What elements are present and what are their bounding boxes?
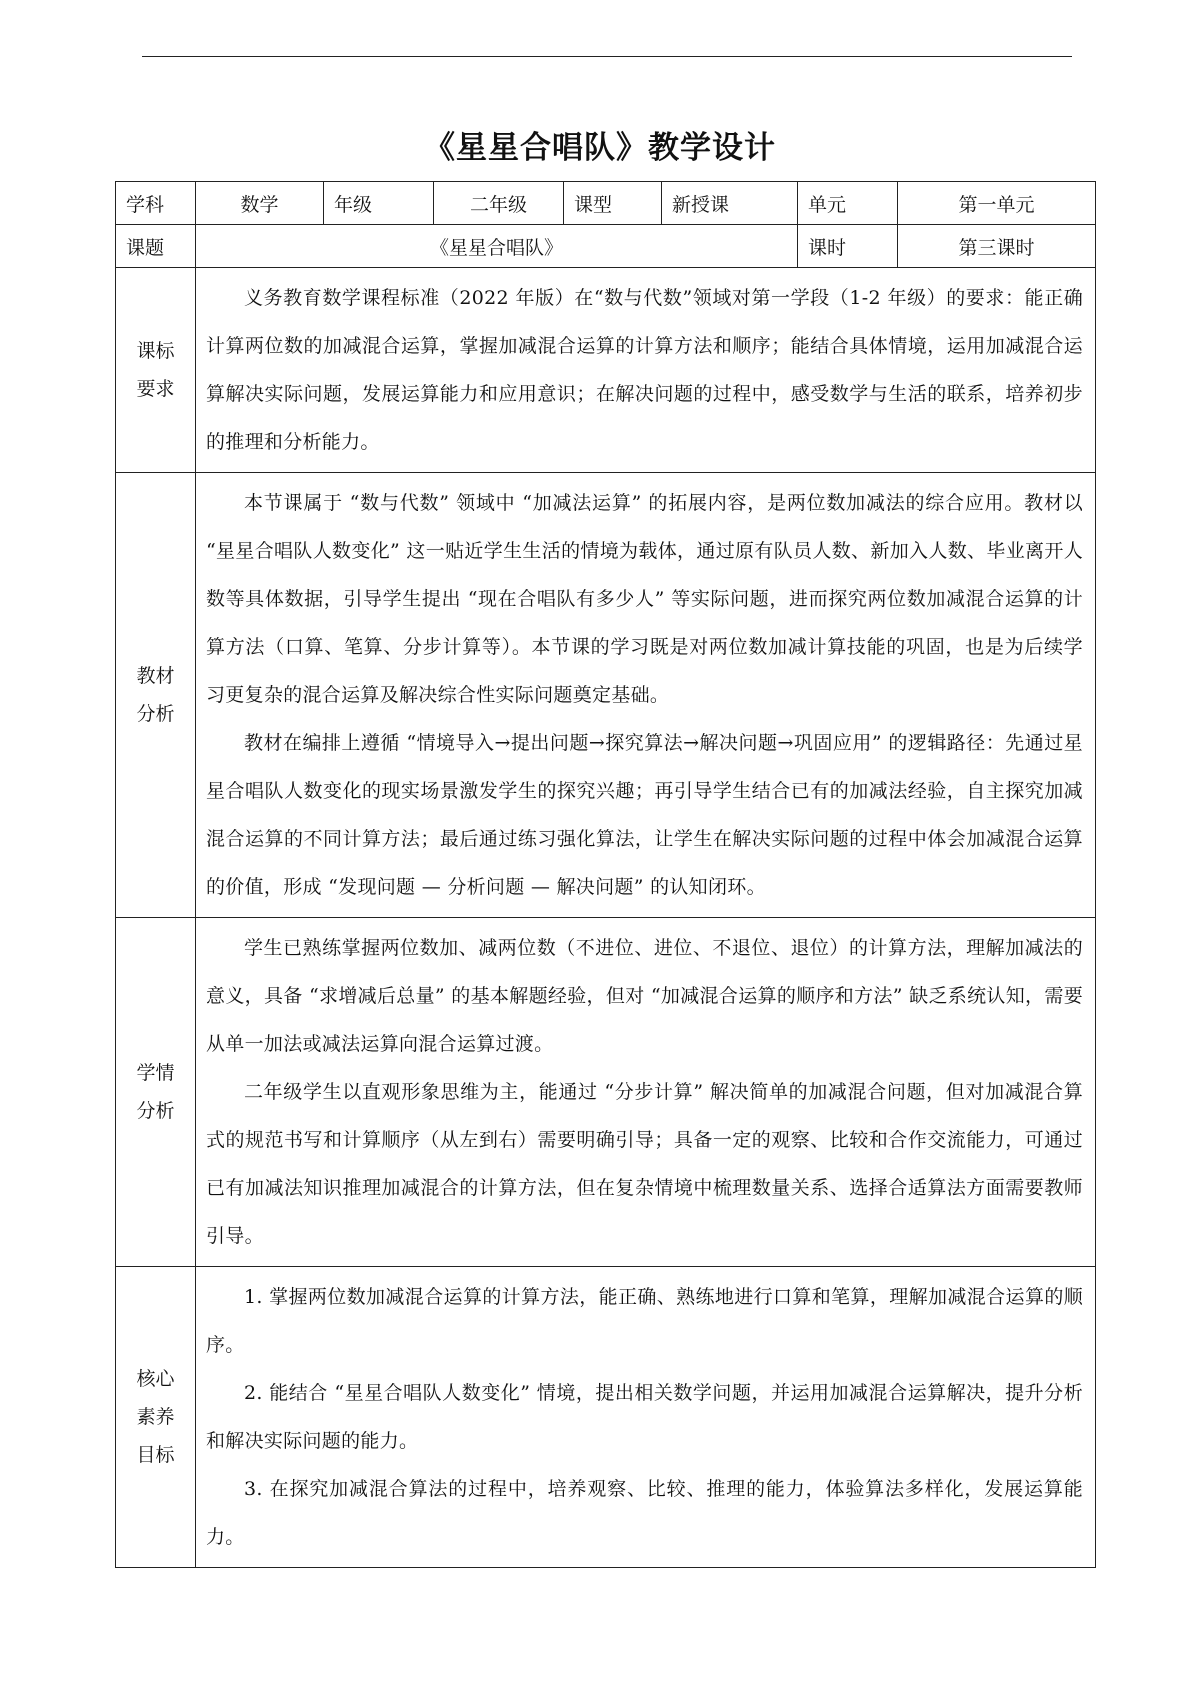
paragraph: 本节课属于 “数与代数” 领域中 “加减法运算” 的拓展内容，是两位数加减法的综合应用。教材以 “星星合唱队人数变化” 这一贴近学生生活的情境为载体，通过原有队员人数、新加入人数、毕业离开人数等具体数据，引导学生提出 “现在合唱队有多少人” 等实际问题，进而探究两位数加减混合运算的计算方法（口算、笔算、分步计算等）。本节课的学习既是对两位数加减计算技能的巩固，也是为后续学习更复杂的混合运算及解决综合性实际问题奠定基础。: [206, 492, 1083, 706]
period-value: 第三课时: [898, 225, 1096, 268]
grade-value: 二年级: [434, 182, 564, 225]
paragraph: 义务教育数学课程标准（2022 年版）在“数与代数”领域对第一学段（1-2 年级）的要求：能正确计算两位数的加减混合运算，掌握加减混合运算的计算方法和顺序；能结合具体情境，运用加减混合运算解决实际问题，发展运算能力和应用意识；在解决问题的过程中，感受数学与生活的联系，培养初步的推理和分析能力。: [206, 287, 1083, 453]
lesson-design-table: [115, 181, 1096, 1568]
paragraph: 2. 能结合 “星星合唱队人数变化” 情境，提出相关数学问题，并运用加减混合运算解决，提升分析和解决实际问题的能力。: [206, 1382, 1083, 1452]
section-label: 学情 分析: [116, 918, 196, 1267]
section-row-curriculum: [116, 268, 1096, 473]
grade-label: 年级: [324, 182, 434, 225]
section-label: 核心 素养 目标: [116, 1267, 196, 1568]
paragraph: 1. 掌握两位数加减混合运算的计算方法，能正确、熟练地进行口算和笔算，理解加减混合运算的顺序。: [206, 1286, 1083, 1356]
section-content: [196, 918, 1096, 1267]
section-row-students: [116, 918, 1096, 1267]
section-content: [196, 268, 1096, 473]
section-content: [196, 473, 1096, 918]
period-label: 课时: [798, 225, 898, 268]
document-title: 《星星合唱队》教学设计: [424, 130, 776, 166]
paragraph: 学生已熟练掌握两位数加、减两位数（不进位、进位、不退位、退位）的计算方法，理解加减法的意义，具备 “求增减后总量” 的基本解题经验，但对 “加减混合运算的顺序和方法” 缺乏系统认知，需要从单一加法或减法运算向混合运算过渡。: [206, 937, 1083, 1055]
paragraph: 3. 在探究加减混合算法的过程中，培养观察、比较、推理的能力，体验算法多样化，发展运算能力。: [206, 1478, 1083, 1548]
section-label: 课标 要求: [116, 268, 196, 473]
unit-label: 单元: [798, 182, 898, 225]
subject-label: 学科: [116, 182, 196, 225]
header-rule: [142, 56, 1072, 57]
topic-label: 课题: [116, 225, 196, 268]
topic-value: 《星星合唱队》: [196, 225, 798, 268]
subject-value: 数学: [196, 182, 324, 225]
section-row-textbook: [116, 473, 1096, 918]
info-row: [116, 182, 1096, 225]
topic-row: [116, 225, 1096, 268]
section-label: 教材 分析: [116, 473, 196, 918]
unit-value: 第一单元: [898, 182, 1096, 225]
paragraph: 二年级学生以直观形象思维为主，能通过 “分步计算” 解决简单的加减混合问题，但对加减混合算式的规范书写和计算顺序（从左到右）需要明确引导；具备一定的观察、比较和合作交流能力，可通过已有加减法知识推理加减混合的计算方法，但在复杂情境中梳理数量关系、选择合适算法方面需要教师引导。: [206, 1081, 1083, 1247]
section-row-goals: [116, 1267, 1096, 1568]
paragraph: 教材在编排上遵循 “情境导入→提出问题→探究算法→解决问题→巩固应用” 的逻辑路径：先通过星星合唱队人数变化的现实场景激发学生的探究兴趣；再引导学生结合已有的加减法经验，自主探究加减混合运算的不同计算方法；最后通过练习强化算法，让学生在解决实际问题的过程中体会加减混合运算的价值，形成 “发现问题 — 分析问题 — 解决问题” 的认知闭环。: [206, 732, 1083, 898]
type-label: 课型: [564, 182, 662, 225]
type-value: 新授课: [662, 182, 798, 225]
section-content: [196, 1267, 1096, 1568]
